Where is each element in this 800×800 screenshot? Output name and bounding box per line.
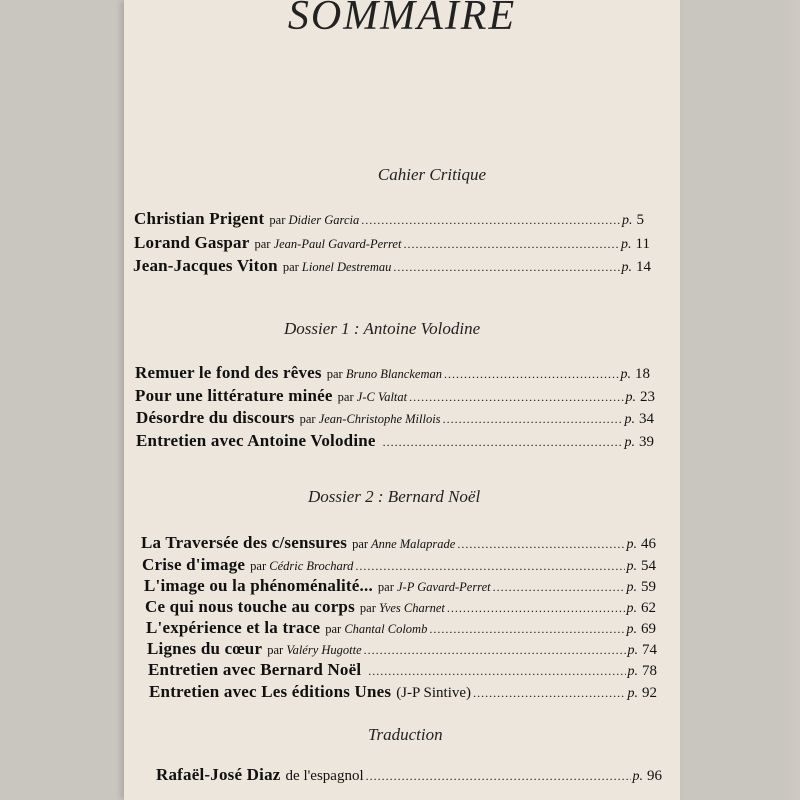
- page-number: 69: [641, 621, 656, 637]
- page-number: 5: [636, 212, 644, 228]
- toc-entry: [144, 576, 656, 596]
- page-prefix: p.: [621, 237, 632, 252]
- page-number: 11: [635, 236, 650, 252]
- entry-author: Lionel Destremau: [301, 260, 392, 274]
- entry-author: Valéry Hugotte: [286, 643, 362, 657]
- entry-par: par: [282, 260, 299, 274]
- entry-author: Anne Malaprade: [370, 537, 456, 551]
- toc-entry: [135, 363, 650, 383]
- leader-dots: [493, 580, 625, 595]
- toc-entry: [134, 209, 644, 229]
- page-prefix: p.: [626, 622, 637, 637]
- page-prefix: p.: [626, 601, 637, 616]
- entry-title: Jean-Jacques Viton: [133, 256, 278, 275]
- page-number: 18: [635, 366, 650, 382]
- page-number: 62: [641, 600, 656, 616]
- page-number: 34: [639, 411, 654, 427]
- page-prefix: p.: [622, 213, 633, 228]
- leader-dots: [444, 367, 619, 382]
- entry-author: Jean-Christophe Millois: [318, 412, 441, 426]
- page-number: 92: [642, 685, 657, 701]
- leader-dots: [368, 664, 625, 679]
- entry-title: Lorand Gaspar: [134, 233, 250, 252]
- page-number: 46: [641, 536, 656, 552]
- page-number: 59: [641, 579, 656, 595]
- page-number: 74: [642, 642, 657, 658]
- page-prefix: p.: [625, 390, 636, 405]
- entry-title: Désordre du discours: [136, 408, 295, 427]
- entry-title: L'expérience et la trace: [146, 618, 321, 637]
- entry-par: par: [250, 559, 267, 573]
- entry-title: La Traversée des c/sensures: [141, 533, 348, 552]
- leader-dots: [383, 435, 623, 450]
- entry-title: Entretien avec Les éditions Unes: [149, 682, 392, 701]
- entry-title: Ce qui nous touche au corps: [145, 597, 355, 616]
- toc-entry: [136, 408, 654, 428]
- toc-entry: [149, 682, 657, 702]
- page-prefix: p.: [627, 686, 638, 701]
- page-prefix: p.: [632, 769, 643, 784]
- toc-entry: [134, 233, 650, 253]
- toc-entry: [146, 618, 656, 638]
- toc-entry: [145, 597, 656, 617]
- book-page: [124, 0, 680, 800]
- entry-title: Crise d'image: [142, 555, 246, 574]
- page-prefix: p.: [627, 643, 638, 658]
- leader-dots: [366, 769, 631, 784]
- page-prefix: p.: [626, 559, 637, 574]
- page-prefix: p.: [624, 435, 635, 450]
- entry-author: Cédric Brochard: [269, 559, 354, 573]
- leader-dots: [361, 213, 620, 228]
- entry-par: par: [299, 412, 316, 426]
- entry-par: par: [359, 601, 376, 615]
- section-heading-dossier-2: Dossier 2 : Bernard Noël: [308, 487, 481, 506]
- toc-entry: [136, 431, 654, 451]
- leader-dots: [473, 686, 625, 701]
- entry-author: de l'espagnol: [285, 768, 364, 784]
- page-number: 78: [642, 663, 657, 679]
- page-prefix: p.: [626, 537, 637, 552]
- leader-dots: [364, 643, 626, 658]
- entry-par: par: [325, 622, 342, 636]
- toc-entry: [133, 256, 651, 276]
- page-title: SOMMAIRE: [287, 0, 517, 39]
- section-heading-traduction: Traduction: [368, 725, 443, 744]
- toc-entry: [142, 555, 656, 575]
- entry-author: J-C Valtat: [356, 390, 408, 404]
- entry-title: Entretien avec Antoine Volodine: [136, 431, 376, 450]
- entry-title: Pour une littérature minée: [135, 386, 333, 405]
- page-prefix: p.: [624, 412, 635, 427]
- page-prefix: p.: [621, 260, 632, 275]
- leader-dots: [429, 622, 624, 637]
- page-number: 23: [640, 389, 655, 405]
- entry-par: par: [377, 580, 394, 594]
- entry-par: par: [326, 367, 343, 381]
- entry-author: J-P Gavard-Perret: [397, 580, 491, 594]
- entry-author: Chantal Colomb: [344, 622, 428, 636]
- entry-author: (J-P Sintive): [396, 685, 472, 701]
- page-number: 54: [641, 558, 656, 574]
- entry-title: Lignes du cœur: [147, 639, 263, 658]
- entry-title: Entretien avec Bernard Noël: [148, 660, 362, 679]
- page-number: 14: [636, 259, 651, 275]
- toc-entry: [156, 765, 662, 785]
- leader-dots: [447, 601, 625, 616]
- leader-dots: [355, 559, 624, 574]
- leader-dots: [403, 237, 619, 252]
- entry-title: Remuer le fond des rêves: [135, 363, 322, 382]
- entry-par: par: [267, 643, 284, 657]
- entry-author: Bruno Blanckeman: [345, 367, 442, 381]
- entry-author: Didier Garcia: [288, 213, 360, 227]
- page-prefix: p.: [627, 664, 638, 679]
- leader-dots: [409, 390, 623, 405]
- entry-author: Yves Charnet: [379, 601, 445, 615]
- entry-par: par: [352, 537, 369, 551]
- entry-title: Rafaël-José Diaz: [156, 765, 281, 784]
- leader-dots: [457, 537, 624, 552]
- leader-dots: [393, 260, 619, 275]
- page-number: 96: [647, 768, 662, 784]
- section-heading-cahier-critique: Cahier Critique: [377, 165, 487, 184]
- toc-entry: [148, 660, 657, 680]
- leader-dots: [443, 412, 623, 427]
- section-heading-dossier-1: Dossier 1 : Antoine Volodine: [284, 319, 481, 338]
- page-prefix: p.: [626, 580, 637, 595]
- toc-entry: [147, 639, 657, 659]
- entry-title: Christian Prigent: [134, 209, 265, 228]
- page-number: 39: [639, 434, 654, 450]
- entry-par: par: [254, 237, 271, 251]
- page-prefix: p.: [620, 367, 631, 382]
- entry-par: par: [337, 390, 354, 404]
- entry-author: Jean-Paul Gavard-Perret: [273, 237, 402, 251]
- page-edge-shadow: [784, 0, 800, 800]
- entry-par: par: [269, 213, 286, 227]
- entry-title: L'image ou la phénoménalité...: [144, 576, 373, 595]
- toc-entry: [135, 386, 655, 406]
- toc-entry: [141, 533, 656, 553]
